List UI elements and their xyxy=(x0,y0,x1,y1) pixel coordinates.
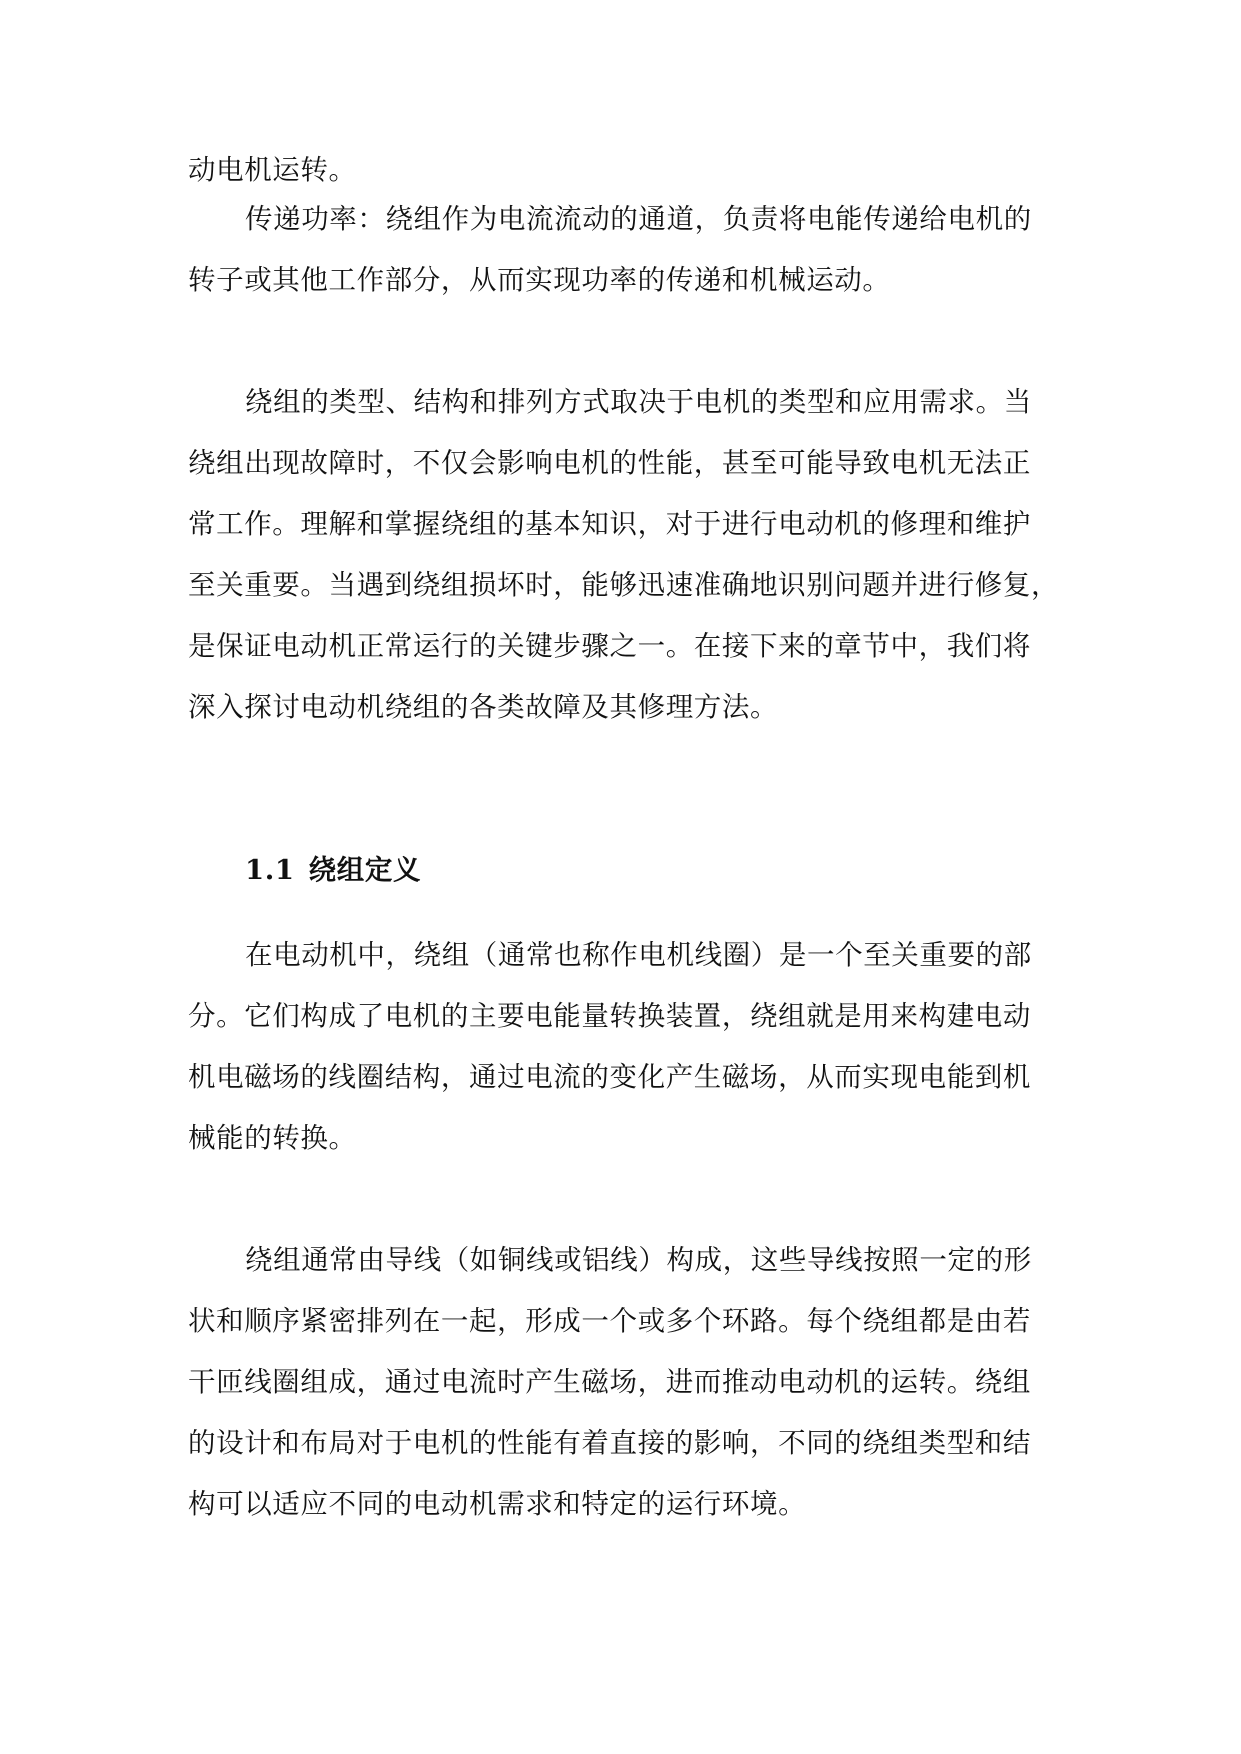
text-line: 绕组通常由导线（如铜线或铝线）构成，这些导线按照一定的形 xyxy=(245,1244,1032,1276)
text-line: 深入探讨电动机绕组的各类故障及其修理方法。 xyxy=(188,691,779,723)
text-line: 械能的转换。 xyxy=(188,1122,357,1154)
text-line: 在电动机中，绕组（通常也称作电机线圈）是一个至关重要的部 xyxy=(245,939,1032,971)
text-line: 分。它们构成了电机的主要电能量转换装置，绕组就是用来构建电动 xyxy=(188,1000,1031,1032)
text-line: 动电机运转。 xyxy=(188,154,357,186)
paragraph-winding-composition xyxy=(188,1230,1054,1535)
text-line: 状和顺序紧密排列在一起，形成一个或多个环路。每个绕组都是由若 xyxy=(188,1305,1031,1337)
text-line: 是保证电动机正常运行的关键步骤之一。在接下来的章节中，我们将 xyxy=(188,630,1031,662)
text-line: 绕组出现故障时，不仅会影响电机的性能，甚至可能导致电机无法正 xyxy=(188,447,1031,479)
section-number: 1.1 xyxy=(245,854,295,886)
section-title: 绕组定义 xyxy=(308,854,422,886)
text-line: 干匝线圈组成，通过电流时产生磁场，进而推动电动机的运转。绕组 xyxy=(188,1366,1031,1398)
text-line: 构可以适应不同的电动机需求和特定的运行环境。 xyxy=(188,1488,807,1520)
text-line: 的设计和布局对于电机的性能有着直接的影响，不同的绕组类型和结 xyxy=(188,1427,1031,1459)
section-heading xyxy=(245,840,421,901)
paragraph-power-transfer xyxy=(188,189,1054,311)
text-line: 绕组的类型、结构和排列方式取决于电机的类型和应用需求。当 xyxy=(245,386,1032,418)
text-line: 转子或其他工作部分，从而实现功率的传递和机械运动。 xyxy=(188,264,891,296)
text-line: 传递功率：绕组作为电流流动的通道，负责将电能传递给电机的 xyxy=(245,203,1032,235)
text-line: 机电磁场的线圈结构，通过电流的变化产生磁场，从而实现电能到机 xyxy=(188,1061,1031,1093)
paragraph-winding-definition xyxy=(188,925,1054,1169)
paragraph-winding-types xyxy=(188,372,1060,738)
text-line: 至关重要。当遇到绕组损坏时，能够迅速准确地识别问题并进行修复， xyxy=(188,569,1060,601)
text-line: 常工作。理解和掌握绕组的基本知识，对于进行电动机的修理和维护 xyxy=(188,508,1031,540)
